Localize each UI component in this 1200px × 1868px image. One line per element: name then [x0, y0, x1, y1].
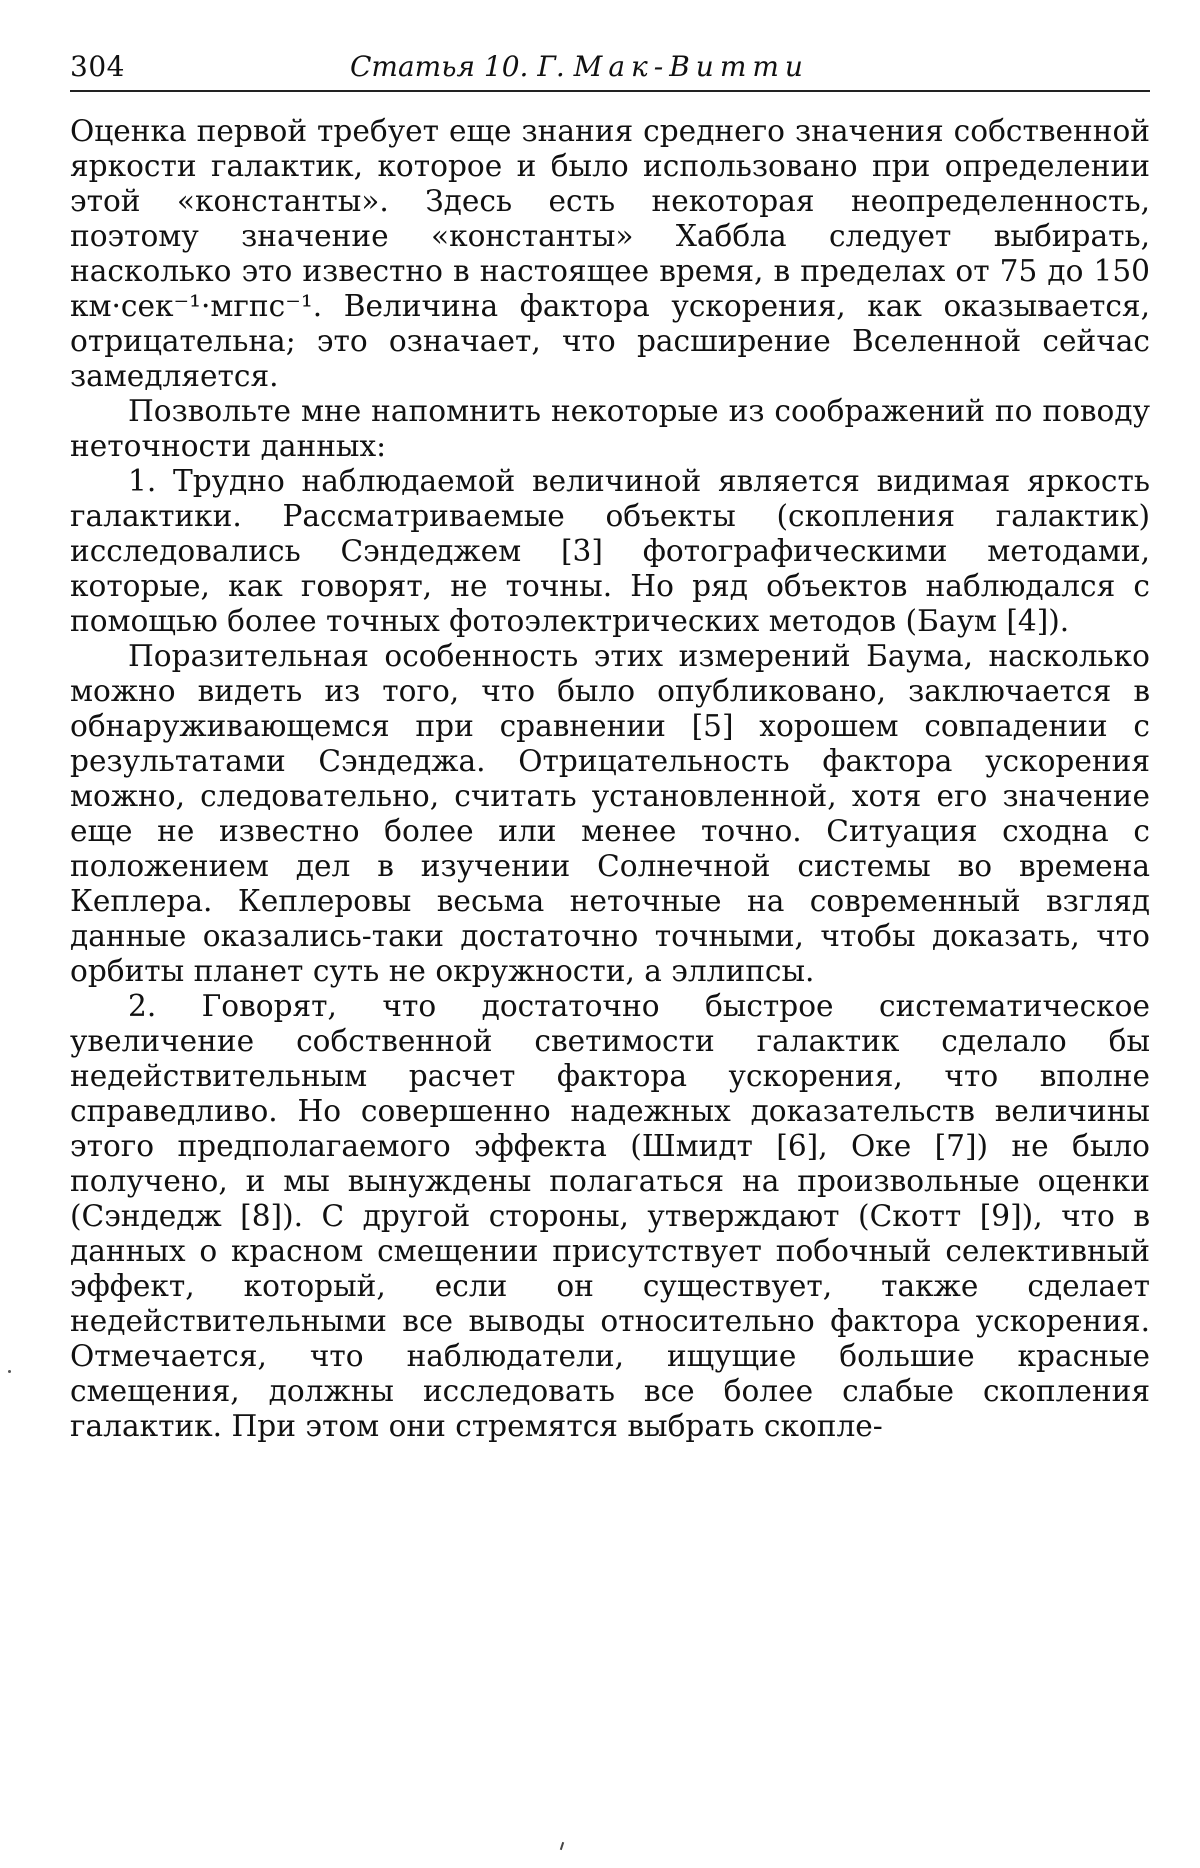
running-head-author: Мак-Витти	[573, 50, 809, 83]
paragraph-data-inaccuracy: Позвольте мне напомнить некоторые из соображений по поводу неточности данных:	[70, 394, 1150, 463]
paragraph-hubble-constant: Оценка первой требует еще знания среднего значения собственной яркости галактик, которое и было использовано при определении этой «константы». Здесь есть некоторая неопределенность, поэтому значение «константы» Хаббла следует выбирать, насколько это известно в настоящее время, в пределах от 75 до 150 км·сек⁻¹·мгпс⁻¹. Величина фактора ускорения, как оказывается, отрицательна; это означает, что расширение Вселенной сейчас замедляется.	[70, 114, 1150, 393]
running-head	[350, 50, 809, 83]
paragraph-baum-measurements: Поразительная особенность этих измерений Баума, насколько можно видеть из того, что было опубликовано, заключается в обнаруживающемся при сравнении [5] хорошем совпадении с результатами Сэндеджа. Отрицательность фактора ускорения можно, следовательно, считать установленной, хотя его значение еще не известно более или менее точно. Ситуация сходна с положением дел в изучении Солнечной системы во времена Кеплера. Кеплеровы весьма неточные на современный взгляд данные оказались-таки достаточно точными, чтобы доказать, что орбиты планет суть не окружности, а эллипсы.	[70, 639, 1150, 988]
book-page	[70, 46, 1150, 1836]
running-head-article: Статья 10. Г.	[350, 50, 574, 83]
page-number: 304	[70, 50, 125, 83]
paragraph-item-2: 2. Говорят, что достаточно быстрое систематическое увеличение собственной светимости галактик сделало бы недействительным расчет фактора ускорения, что вполне справедливо. Но совершенно надежных доказательств величины этого предполагаемого эффекта (Шмидт [6], Оке [7]) не было получено, и мы вынуждены полагаться на произвольные оценки (Сэндедж [8]). С другой стороны, утверждают (Скотт [9]), что в данных о красном смещении присутствует побочный селективный эффект, который, если он существует, также сделает недействительными все выводы относительно фактора ускорения. Отмечается, что наблюдатели, ищущие большие красные смещения, должны исследовать все более слабые скопления галактик. При этом они стремятся выбрать скопле-	[70, 989, 1150, 1443]
bottom-tick	[560, 1842, 564, 1850]
page-header	[70, 46, 1150, 92]
margin-dot	[8, 1370, 11, 1373]
body-text	[70, 114, 1150, 1444]
paragraph-item-1: 1. Трудно наблюдаемой величиной является видимая яркость галактики. Рассматриваемые объекты (скопления галактик) исследовались Сэндеджем [3] фотографическими методами, которые, как говорят, не точны. Но ряд объектов наблюдался с помощью более точных фотоэлектрических методов (Баум [4]).	[70, 464, 1150, 638]
